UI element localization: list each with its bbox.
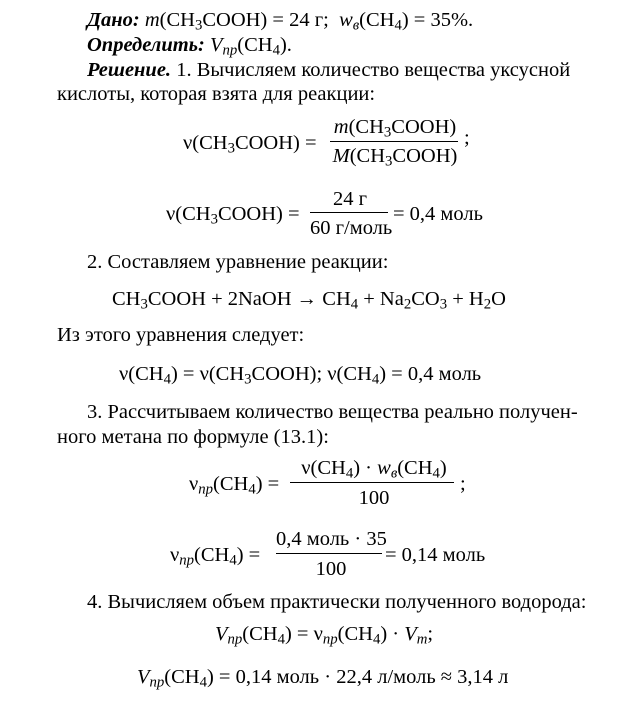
eq2-fraction-bar [310, 212, 388, 213]
eq1-lhs: $\nu(CH_3COOH)$ = [183, 132, 317, 157]
eq2-result: = 0,4 моль [393, 203, 483, 225]
eq3-equation: $\nu(CH_4)$ = $\nu(CH_3COOH)$; $\nu(CH_4) = 0,4$ моль [119, 363, 482, 388]
given-label: Дано: [87, 9, 140, 31]
eq1-denominator: $M(CH_3COOH)$ [332, 145, 458, 170]
find-line: Определить: $V_{пр}(CH_4)$. [87, 34, 292, 59]
step2-text: 2. Составляем уравнение реакции: [87, 251, 389, 273]
solution-line [87, 60, 570, 81]
eq1-fraction-bar [330, 141, 458, 142]
eq5-lhs: $\nu_{пр}(CH_4)$ = [170, 544, 261, 569]
given-line: Дано: $m(CH_3COOH) = 24$ г; $w_в(CH_4) = 35\%$. [87, 9, 474, 34]
eq4-fraction-bar [290, 482, 454, 483]
eq2-denominator: 60 г/моль [310, 217, 393, 239]
eq4-denominator: 100 [358, 487, 390, 509]
fraction-symbol: w [339, 9, 353, 31]
eq2-lhs: $\nu(CH_3COOH)$ = [166, 203, 300, 228]
step3-text-cont: ного метана по формуле (13.1): [57, 426, 329, 448]
reaction-equation: $CH_3COOH$ + 2NaOH → $CH_4 + Na_2CO_3 + H_2O$ [112, 288, 506, 313]
solution-label: Решение. [87, 59, 172, 81]
eq5-denominator: 100 [315, 558, 347, 580]
eq4-numerator: $\nu(CH_4) \cdot w_в(CH_4)$ [301, 457, 447, 482]
eq5-fraction-bar [276, 553, 382, 554]
eq4-lhs: $\nu_{пр}(CH_4)$ = [189, 473, 280, 498]
eq2-numerator: 24 г [332, 188, 368, 210]
step1-text: 1. Вычисляем количество вещества уксусной [176, 59, 571, 81]
eq5-result: = 0,14 моль [385, 544, 486, 566]
eq6-equation: $V_{пр}(CH_4) = \nu_{пр}(CH_4) \cdot V_m$; [215, 623, 434, 648]
mass-symbol: m [144, 9, 160, 31]
step4-text: 4. Вычисляем объем практически полученного водорода: [87, 591, 587, 613]
eq7-equation: $V_{пр}(CH_4) = 0,14$ моль · 22,4 л/моль ≈ 3,14 л [137, 666, 509, 691]
find-label: Определить: [87, 34, 205, 56]
step3-text: 3. Рассчитываем количество вещества реально получен- [87, 401, 578, 423]
follows-text: Из этого уравнения следует: [57, 324, 305, 346]
step1-text-cont: кислоты, которая взята для реакции: [57, 83, 376, 105]
eq1-numerator: $m(CH_3COOH)$ [333, 116, 457, 141]
eq5-numerator: 0,4 моль · 35 [276, 528, 387, 550]
